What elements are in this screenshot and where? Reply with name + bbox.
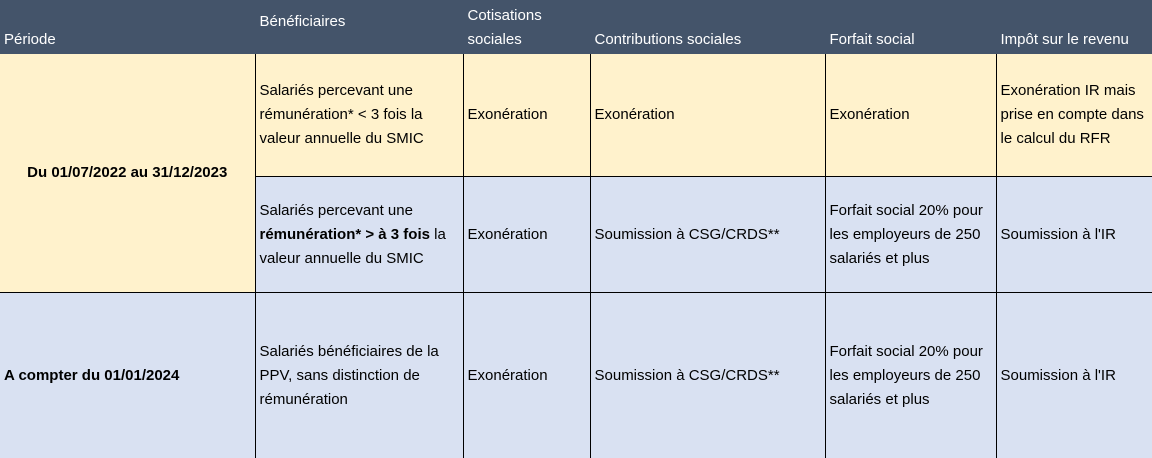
- header-beneficiaires: Bénéficiaires: [255, 0, 463, 54]
- impot-cell: Soumission à l'IR: [996, 177, 1152, 293]
- header-periode: Période: [0, 0, 255, 54]
- header-cotisations: [463, 0, 590, 54]
- cotisations-cell: Exonération: [463, 293, 590, 458]
- beneficiaires-text-post: la valeur annuelle du SMIC: [260, 226, 446, 267]
- beneficiaires-cell: [255, 177, 463, 293]
- contributions-cell: Exonération: [590, 54, 825, 177]
- beneficiaires-cell: Salariés percevant une rémunération* < 3 fois la valeur annuelle du SMIC: [255, 54, 463, 177]
- beneficiaires-text-bold: rémunération* > à 3 fois: [260, 226, 430, 243]
- table-row: [0, 293, 1152, 458]
- beneficiaires-cell: Salariés bénéficiaires de la PPV, sans distinction de rémunération: [255, 293, 463, 458]
- beneficiaires-text-pre: Salariés percevant une: [260, 202, 413, 219]
- impot-cell: Exonération IR mais prise en compte dans le calcul du RFR: [996, 54, 1152, 177]
- header-forfait: Forfait social: [825, 0, 996, 54]
- header-contributions: Contributions sociales: [590, 0, 825, 54]
- impot-cell: Soumission à l'IR: [996, 293, 1152, 458]
- forfait-cell: Forfait social 20% pour les employeurs de 250 salariés et plus: [825, 293, 996, 458]
- contributions-cell: Soumission à CSG/CRDS**: [590, 177, 825, 293]
- header-cotisations-line1: Cotisations: [468, 4, 586, 28]
- cotisations-cell: Exonération: [463, 177, 590, 293]
- header-impot: Impôt sur le revenu: [996, 0, 1152, 54]
- forfait-cell: Forfait social 20% pour les employeurs de 250 salariés et plus: [825, 177, 996, 293]
- cotisations-cell: Exonération: [463, 54, 590, 177]
- forfait-cell: Exonération: [825, 54, 996, 177]
- table-row: [0, 54, 1152, 177]
- header-row: [0, 0, 1152, 54]
- periode-cell: Du 01/07/2022 au 31/12/2023: [0, 54, 255, 293]
- header-cotisations-line2: sociales: [468, 28, 586, 52]
- periode-cell: A compter du 01/01/2024: [0, 293, 255, 458]
- contributions-cell: Soumission à CSG/CRDS**: [590, 293, 825, 458]
